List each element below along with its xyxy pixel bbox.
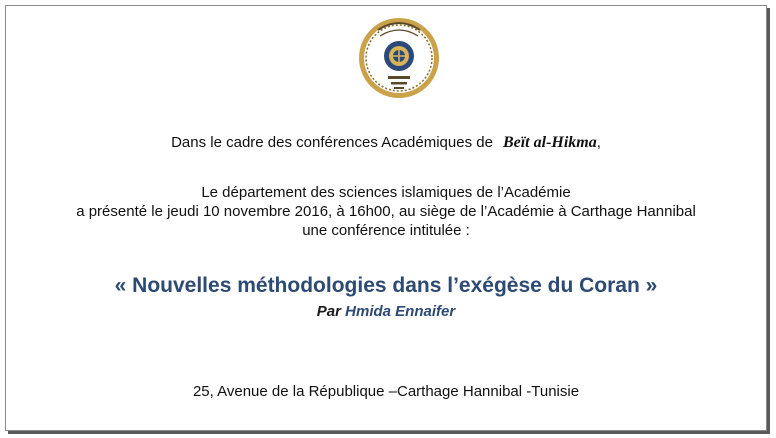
academy-logo bbox=[358, 6, 440, 110]
conference-title: « Nouvelles méthodologies dans l’exégèse du Coran » bbox=[114, 274, 658, 297]
author-prefix: Par bbox=[316, 303, 341, 320]
author-line bbox=[6, 303, 766, 320]
author-name: Hmida Ennaifer bbox=[345, 303, 456, 320]
conference-line: une conférence intitulée : bbox=[302, 222, 470, 239]
address-line: 25, Avenue de la République –Carthage Hannibal -Tunisie bbox=[192, 383, 580, 400]
intro-line bbox=[6, 134, 766, 152]
intro-punctuation: , bbox=[596, 134, 601, 151]
date-line: a présenté le jeudi 10 novembre 2016, à 16h00, au siège de l’Académie à Carthage Hannibal bbox=[76, 203, 696, 220]
beit-al-hikma: Beït al-Hikma bbox=[502, 134, 597, 151]
intro-text: Dans le cadre des conférences Académiques de bbox=[171, 134, 493, 151]
announcement-card bbox=[5, 5, 767, 431]
department-line: Le département des sciences islamiques de l’Académie bbox=[201, 184, 571, 201]
